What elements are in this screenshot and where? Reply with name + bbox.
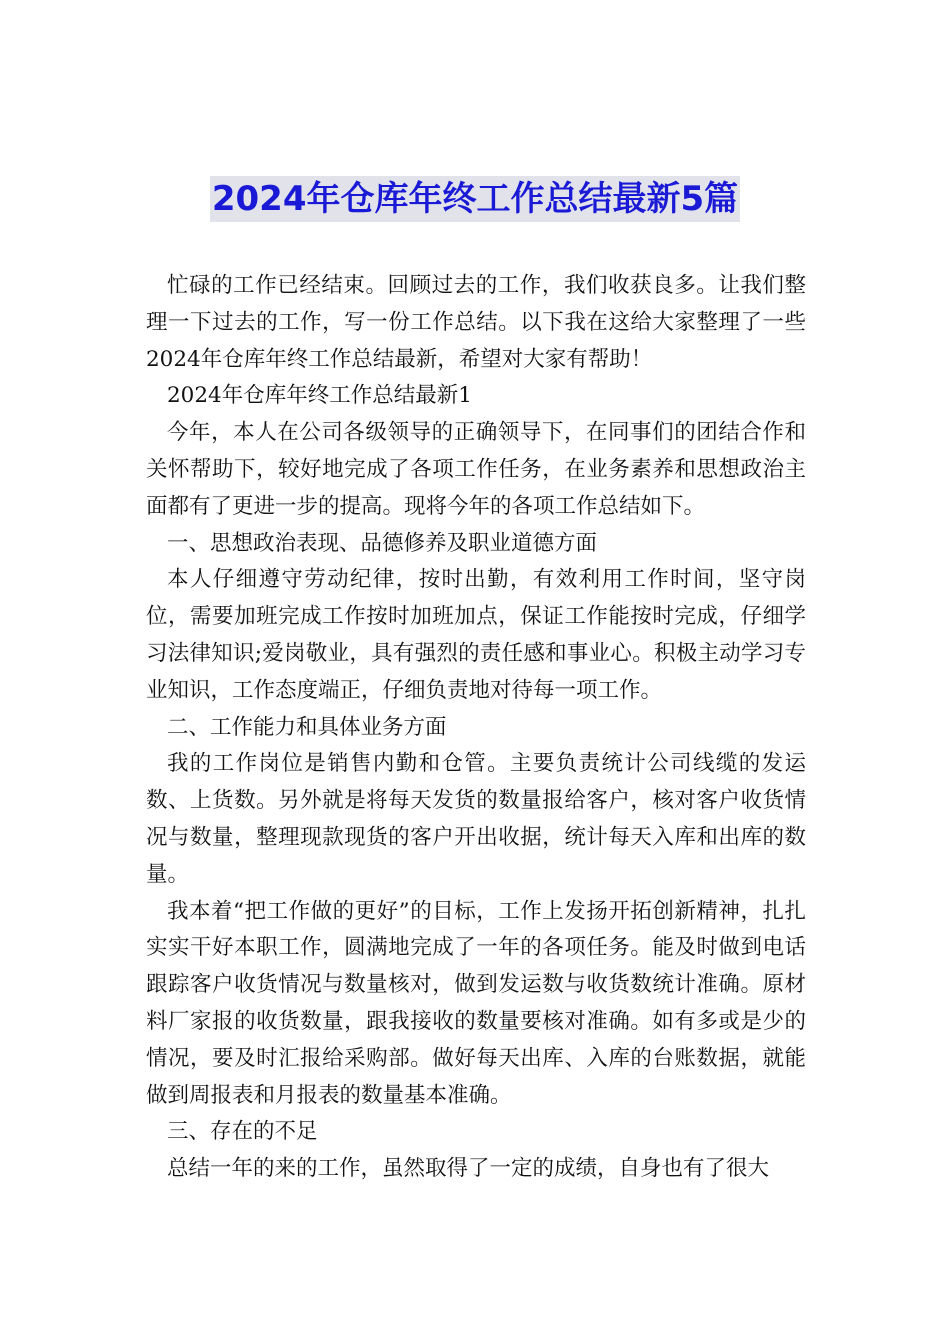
section-heading-1: 2024年仓库年终工作总结最新1 — [167, 383, 472, 409]
document-title: 2024年仓库年终工作总结最新5篇 — [210, 176, 740, 222]
document-body — [146, 268, 806, 1188]
body-paragraph: 本人仔细遵守劳动纪律，按时出勤，有效利用工作时间，坚守岗位，需要加班完成工作按时加班加点，保证工作能按时完成，仔细学习法律知识;爱岗敬业，具有强烈的责任感和事业心。积极主动学习专业知识，工作态度端正，仔细负责地对待每一项工作。 — [146, 567, 806, 703]
subsection-heading-3: 三、存在的不足 — [167, 1119, 318, 1145]
subsection-heading-2: 二、工作能力和具体业务方面 — [167, 714, 447, 740]
body-paragraph: 总结一年的来的工作，虽然取得了一定的成绩，自身也有了很大 — [167, 1156, 770, 1182]
body-paragraph: 今年，本人在公司各级领导的正确领导下，在同事们的团结合作和关怀帮助下，较好地完成了各项工作任务，在业务素养和思想政治主面都有了更进一步的提高。现将今年的各项工作总结如下。 — [146, 420, 806, 519]
title-container — [0, 176, 950, 222]
body-paragraph: 我的工作岗位是销售内勤和仓管。主要负责统计公司线缆的发运数、上货数。另外就是将每天发货的数量报给客户，核对客户收货情况与数量，整理现款现货的客户开出收据，统计每天入库和出库的数量。 — [146, 751, 806, 887]
subsection-heading-1: 一、思想政治表现、品德修养及职业道德方面 — [167, 530, 598, 556]
intro-paragraph: 忙碌的工作已经结束。回顾过去的工作，我们收获良多。让我们整理一下过去的工作，写一份工作总结。以下我在这给大家整理了一些2024年仓库年终工作总结最新，希望对大家有帮助！ — [146, 273, 806, 372]
body-paragraph: 我本着“把工作做的更好”的目标，工作上发扬开拓创新精神，扎扎实实干好本职工作，圆满地完成了一年的各项任务。能及时做到电话跟踪客户收货情况与数量核对，做到发运数与收货数统计准确。原材料厂家报的收货数量，跟我接收的数量要核对准确。如有多或是少的情况，要及时汇报给采购部。做好每天出库、入库的台账数据，就能做到周报表和月报表的数量基本准确。 — [146, 898, 806, 1108]
